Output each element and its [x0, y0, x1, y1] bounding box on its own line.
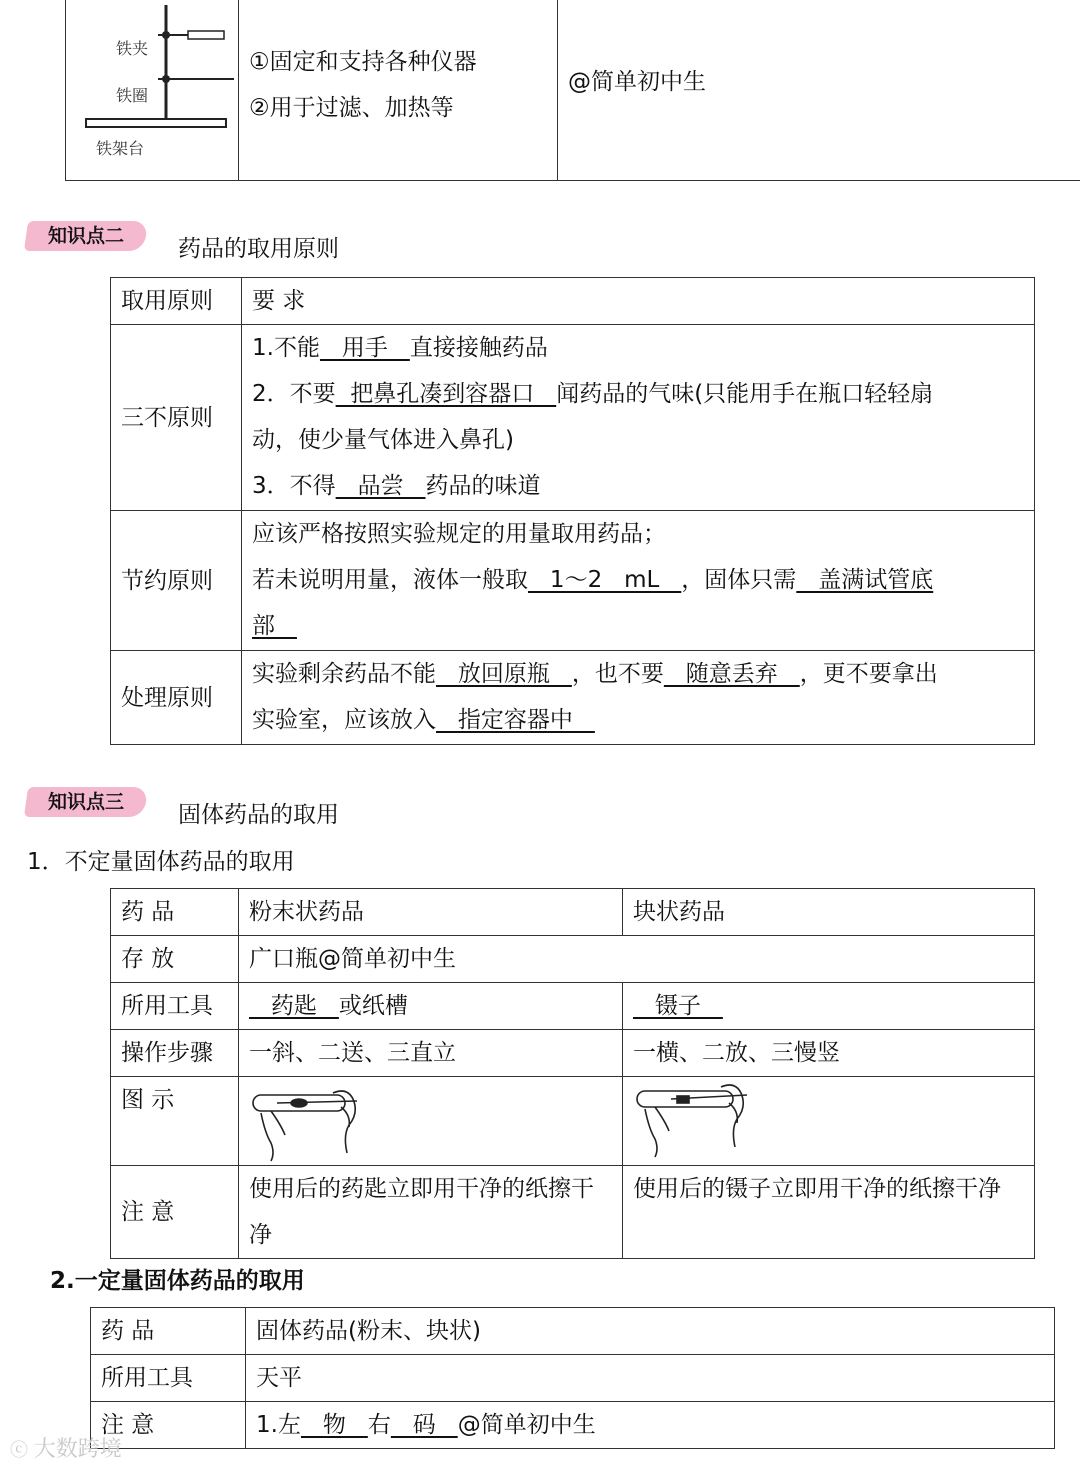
dispose-content: [242, 651, 1035, 745]
t1-figure-block: [623, 1077, 1035, 1166]
save-line-1: 应该严格按照实验规定的用量取用药品；: [252, 521, 666, 547]
save-line-2: 若未说明用量，液体一般取 1～2 mL ，固体只需 盖满试管底: [252, 567, 934, 593]
save-content: [242, 511, 1035, 651]
t1-r1-label: 药 品: [111, 889, 239, 936]
t1-r3-label: 所用工具: [111, 983, 239, 1030]
badge-section-3: 知识点三: [26, 787, 146, 817]
t1-note-block: 使用后的镊子立即用干净的纸擦干净: [623, 1166, 1035, 1259]
label-iron-ring: 铁圈: [116, 86, 149, 105]
subheading-1: 1．不定量固体药品的取用: [27, 849, 295, 875]
iron-stand-figure-cell: [66, 0, 239, 181]
t1-powder: 粉末状药品: [239, 889, 623, 936]
t2-tool: 天平: [246, 1355, 1055, 1402]
t1-steps-powder: 一斜、二送、三直立: [239, 1030, 623, 1077]
t1-figure-powder: [239, 1077, 623, 1166]
three-no-line-3: 3．不得 品尝 药品的味道: [252, 473, 541, 499]
use-line-1: ①固定和支持各种仪器: [249, 48, 477, 75]
dispose-line-2: 实验室，应该放入 指定容器中: [252, 707, 595, 733]
use-line-2: ②用于过滤、加热等: [249, 94, 454, 121]
section-2-title: 药品的取用原则: [178, 236, 339, 262]
block-handling-illustration: [631, 1077, 761, 1163]
label-iron-stand: 铁架台: [96, 139, 145, 158]
badge-section-2: 知识点二: [26, 221, 146, 251]
watermark: ⓒ 大数跨境: [10, 1437, 122, 1462]
solid-measured-table: [90, 1307, 1055, 1449]
t1-tool-block: 镊子: [623, 983, 1035, 1030]
dispose-label: 处理原则: [111, 651, 242, 745]
subheading-2: 2.一定量固体药品的取用: [50, 1268, 305, 1294]
t1-r6-label: 注 意: [111, 1166, 239, 1259]
apparatus-table: [65, 0, 1080, 181]
solid-nonmeasured-table: [110, 888, 1035, 1259]
dispose-line-1: 实验剩余药品不能 放回原瓶 ，也不要 随意丢弃 ，更不要拿出: [252, 661, 938, 687]
t1-note-powder: 使用后的药匙立即用干净的纸擦干净: [239, 1166, 623, 1259]
t1-steps-block: 一横、二放、三慢竖: [623, 1030, 1035, 1077]
t1-storage: 广口瓶@简单初中生: [239, 936, 1035, 983]
t1-r5-label: 图 示: [111, 1077, 239, 1166]
t1-r2-label: 存 放: [111, 936, 239, 983]
t2-drug: 固体药品(粉末、块状): [246, 1308, 1055, 1355]
watermark-logo-icon: ⓒ: [10, 1440, 34, 1461]
t2-r1-label: 药 品: [91, 1308, 246, 1355]
t1-block: 块状药品: [623, 889, 1035, 936]
note-text: @简单初中生: [568, 69, 706, 95]
t2-note: 1.左 物 右 码 @简单初中生: [246, 1402, 1055, 1449]
powder-handling-illustration: [247, 1077, 377, 1163]
save-line-3: 部: [252, 613, 297, 639]
section-3-title: 固体药品的取用: [178, 802, 339, 828]
save-label: 节约原则: [111, 511, 242, 651]
t1-r4-label: 操作步骤: [111, 1030, 239, 1077]
three-no-content: [242, 325, 1035, 511]
principles-table: [110, 277, 1035, 745]
three-no-line-2: 2．不要 把鼻孔凑到容器口 闻药品的气味(只能用手在瓶口轻轻扇: [252, 381, 934, 407]
header-requirement: 要 求: [242, 278, 1035, 325]
label-iron-clamp: 铁夹: [116, 39, 149, 58]
uses-cell: [239, 0, 558, 181]
three-no-label: 三不原则: [111, 325, 242, 511]
t2-r3-label: 注 意: [91, 1402, 246, 1449]
note-cell: [558, 0, 1080, 181]
iron-stand-illustration: [66, 0, 239, 181]
three-no-line-1: 1.不能 用手 直接接触药品: [252, 335, 548, 361]
t2-r2-label: 所用工具: [91, 1355, 246, 1402]
three-no-line-2b: 动，使少量气体进入鼻孔): [252, 427, 514, 453]
header-principle: 取用原则: [111, 278, 242, 325]
t1-tool-powder: 药匙 或纸槽: [239, 983, 623, 1030]
